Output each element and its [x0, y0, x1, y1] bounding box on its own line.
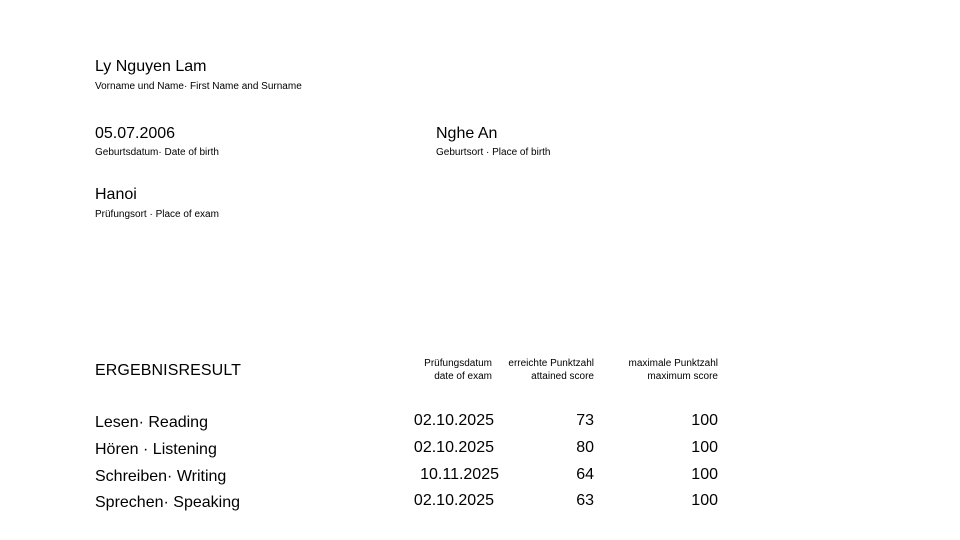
result-row-speaking-score: 63 [576, 492, 594, 509]
result-row-speaking-label: Sprechen· Speaking [95, 494, 240, 511]
result-row-writing-date: 10.11.2025 [420, 466, 499, 483]
birth-place: Nghe An [436, 125, 498, 142]
column-header-maximum-score [629, 357, 718, 383]
result-row-speaking-date: 02.10.2025 [413, 492, 494, 509]
column-header-exam-date [424, 357, 492, 383]
result-row-speaking-max: 100 [691, 492, 718, 509]
column-header-exam-date-de: Prüfungsdatum [424, 358, 492, 369]
column-header-maximum-score-de: maximale Punktzahl [628, 358, 718, 369]
birth-date: 05.07.2006 [95, 125, 176, 142]
result-row-writing-label: Schreiben· Writing [95, 468, 227, 485]
column-header-exam-date-en: date of exam [434, 371, 492, 382]
result-row-writing-max: 100 [691, 466, 718, 483]
exam-place: Hanoi [95, 186, 137, 203]
birth-place-caption: Geburtsort · Place of birth [436, 147, 551, 158]
column-header-attained-score-de: erreichte Punktzahl [508, 358, 594, 369]
result-row-listening-max: 100 [691, 439, 718, 456]
result-row-reading-label: Lesen· Reading [95, 414, 208, 431]
result-row-reading-score: 73 [576, 412, 594, 429]
candidate-name: Ly Nguyen Lam [95, 58, 207, 75]
result-row-listening-date: 02.10.2025 [413, 439, 494, 456]
result-row-reading-max: 100 [691, 412, 718, 429]
column-header-attained-score-en: attained score [531, 371, 594, 382]
result-row-reading-date: 02.10.2025 [413, 412, 494, 429]
column-header-maximum-score-en: maximum score [647, 371, 718, 382]
column-header-attained-score [508, 357, 594, 383]
birth-date-caption: Geburtsdatum· Date of birth [95, 147, 219, 158]
result-row-writing-score: 64 [576, 466, 594, 483]
result-row-listening-label: Hören · Listening [95, 441, 217, 458]
candidate-name-caption: Vorname und Name· First Name and Surname [95, 81, 302, 92]
exam-place-caption: Prüfungsort · Place of exam [95, 209, 219, 220]
result-row-listening-score: 80 [576, 439, 594, 456]
results-title: ERGEBNISRESULT [95, 362, 242, 379]
